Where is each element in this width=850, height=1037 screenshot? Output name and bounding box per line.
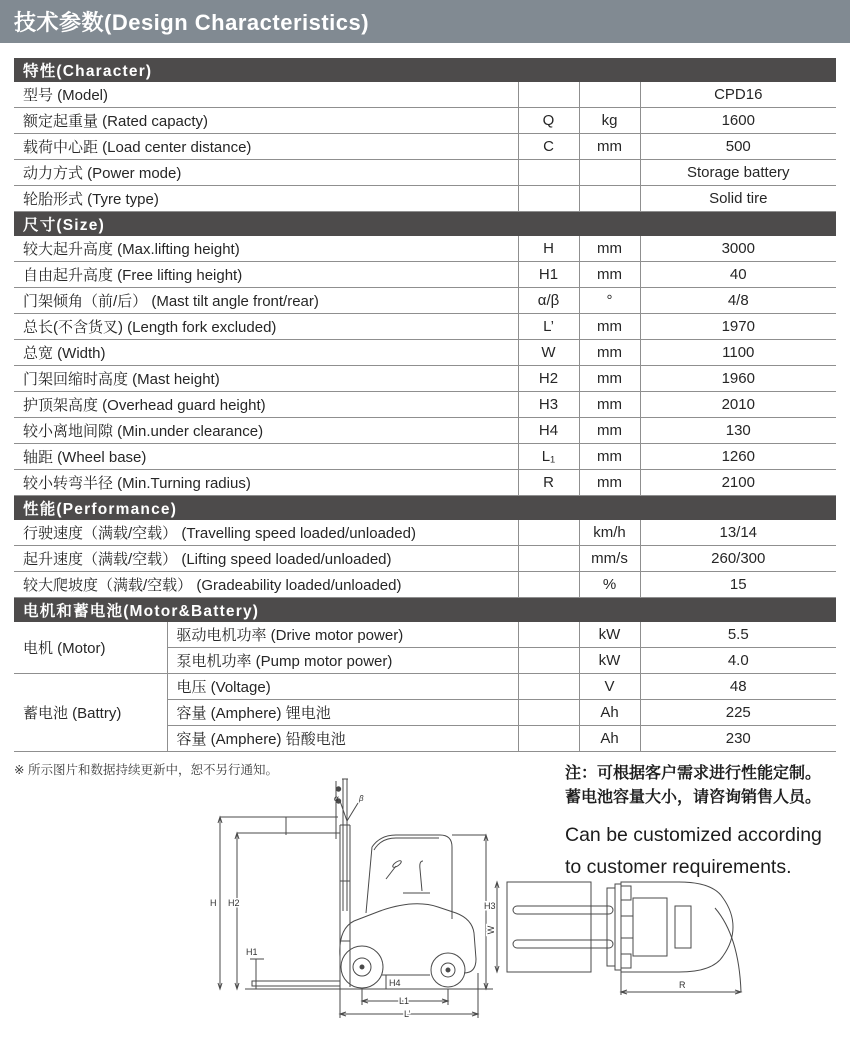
spec-value-cell: 1260: [640, 444, 836, 470]
spec-symbol-cell: H4: [518, 418, 579, 444]
spec-label-cell: 较大起升高度 (Max.lifting height): [14, 236, 518, 262]
spec-row: [14, 470, 836, 496]
forklift-top-view-diagram: [483, 864, 755, 1016]
dim-label-l1: L1: [399, 996, 410, 1006]
spec-label-cell: 起升速度（满载/空载） (Lifting speed loaded/unloaded): [14, 546, 518, 572]
spec-symbol-cell: Q: [518, 108, 579, 134]
spec-label-cell: 总长(不含货叉) (Length fork excluded): [14, 314, 518, 340]
section-header-row: [14, 58, 836, 82]
spec-symbol-cell: L₁: [518, 444, 579, 470]
dim-label-h1: H1: [246, 947, 258, 957]
spec-symbol-cell: [518, 546, 579, 572]
spec-value-cell: 225: [640, 700, 836, 726]
page-title: 技术参数(Design Characteristics): [14, 10, 370, 35]
spec-label-cell: 电压 (Voltage): [167, 674, 518, 700]
group-label-cell: 电机 (Motor): [14, 622, 167, 674]
spec-value-cell: 500: [640, 134, 836, 160]
spec-value-cell: 5.5: [640, 622, 836, 648]
spec-value-cell: 1970: [640, 314, 836, 340]
spec-table: [14, 58, 836, 752]
spec-value-cell: 4.0: [640, 648, 836, 674]
spec-unit-cell: kg: [579, 108, 640, 134]
spec-unit-cell: kW: [579, 648, 640, 674]
spec-unit-cell: mm: [579, 134, 640, 160]
dim-label-h: H: [210, 898, 217, 908]
dim-label-w: W: [486, 925, 496, 935]
update-disclaimer-note: ※ 所示图片和数据持续更新中，恕不另行通知。: [14, 763, 278, 777]
spec-row: [14, 186, 836, 212]
spec-label-cell: 总宽 (Width): [14, 340, 518, 366]
spec-symbol-cell: [518, 186, 579, 212]
spec-unit-cell: V: [579, 674, 640, 700]
spec-unit-cell: [579, 160, 640, 186]
dim-label-h2: H2: [228, 898, 240, 908]
spec-symbol-cell: L’: [518, 314, 579, 340]
spec-row: [14, 366, 836, 392]
spec-value-cell: 130: [640, 418, 836, 444]
spec-symbol-cell: H: [518, 236, 579, 262]
spec-label-cell: 门架回缩时高度 (Mast height): [14, 366, 518, 392]
spec-label-cell: 较小转弯半径 (Min.Turning radius): [14, 470, 518, 496]
spec-value-cell: CPD16: [640, 82, 836, 108]
spec-row: [14, 134, 836, 160]
spec-label-cell: 额定起重量 (Rated capacty): [14, 108, 518, 134]
spec-row: [14, 546, 836, 572]
spec-value-cell: 1100: [640, 340, 836, 366]
spec-value-cell: 3000: [640, 236, 836, 262]
spec-symbol-cell: α/β: [518, 288, 579, 314]
spec-value-cell: 1960: [640, 366, 836, 392]
spec-label-cell: 轮胎形式 (Tyre type): [14, 186, 518, 212]
group-label-cell: 蓄电池 (Battry): [14, 674, 167, 752]
spec-unit-cell: [579, 186, 640, 212]
spec-symbol-cell: W: [518, 340, 579, 366]
dim-label-h4: H4: [389, 978, 401, 988]
spec-label-cell: 容量 (Amphere) 铅酸电池: [167, 726, 518, 752]
spec-value-cell: 230: [640, 726, 836, 752]
section-header-row: [14, 598, 836, 623]
spec-label-cell: 泵电机功率 (Pump motor power): [167, 648, 518, 674]
spec-row: [14, 108, 836, 134]
spec-value-cell: 1600: [640, 108, 836, 134]
spec-unit-cell: kW: [579, 622, 640, 648]
spec-symbol-cell: H3: [518, 392, 579, 418]
spec-label-cell: 较大爬坡度（满载/空载） (Gradeability loaded/unloaded): [14, 572, 518, 598]
spec-unit-cell: mm: [579, 236, 640, 262]
spec-unit-cell: mm: [579, 470, 640, 496]
spec-row: [14, 622, 836, 648]
section-header: 电机和蓄电池(Motor&Battery): [14, 598, 836, 623]
spec-unit-cell: mm: [579, 340, 640, 366]
spec-value-cell: 2100: [640, 470, 836, 496]
spec-value-cell: 48: [640, 674, 836, 700]
spec-row: [14, 572, 836, 598]
dim-label-l-prime: L’: [404, 1009, 411, 1019]
spec-row: [14, 418, 836, 444]
spec-row: [14, 392, 836, 418]
spec-value-cell: Solid tire: [640, 186, 836, 212]
spec-unit-cell: km/h: [579, 520, 640, 546]
section-header: 尺寸(Size): [14, 212, 836, 237]
cn-note-line1: 注：可根据客户需求进行性能定制。: [565, 765, 822, 782]
spec-value-cell: 2010: [640, 392, 836, 418]
spec-symbol-cell: [518, 648, 579, 674]
spec-row: [14, 82, 836, 108]
spec-row: [14, 520, 836, 546]
spec-unit-cell: mm: [579, 314, 640, 340]
spec-label-cell: 较小离地间隙 (Min.under clearance): [14, 418, 518, 444]
dim-label-beta: β: [359, 794, 364, 803]
dim-label-r: R: [679, 980, 686, 990]
spec-value-cell: 40: [640, 262, 836, 288]
spec-symbol-cell: [518, 520, 579, 546]
spec-unit-cell: mm: [579, 444, 640, 470]
spec-row: [14, 444, 836, 470]
spec-label-cell: 护顶架高度 (Overhead guard height): [14, 392, 518, 418]
spec-row: [14, 288, 836, 314]
spec-symbol-cell: R: [518, 470, 579, 496]
dim-label-alpha: α: [334, 794, 339, 803]
spec-symbol-cell: [518, 82, 579, 108]
spec-unit-cell: [579, 82, 640, 108]
spec-symbol-cell: [518, 726, 579, 752]
spec-row: [14, 160, 836, 186]
en-note-line1: Can be customized according: [565, 824, 822, 846]
spec-table-body: [14, 58, 836, 752]
footer-area: [0, 752, 850, 1033]
spec-value-cell: 260/300: [640, 546, 836, 572]
spec-unit-cell: Ah: [579, 726, 640, 752]
section-header-row: [14, 496, 836, 521]
spec-label-cell: 容量 (Amphere) 锂电池: [167, 700, 518, 726]
spec-label-cell: 门架倾角（前/后） (Mast tilt angle front/rear): [14, 288, 518, 314]
dim-label-h3: H3: [484, 901, 496, 911]
spec-unit-cell: °: [579, 288, 640, 314]
spec-symbol-cell: C: [518, 134, 579, 160]
spec-unit-cell: mm: [579, 392, 640, 418]
spec-symbol-cell: [518, 700, 579, 726]
spec-symbol-cell: H2: [518, 366, 579, 392]
spec-label-cell: 型号 (Model): [14, 82, 518, 108]
spec-symbol-cell: [518, 622, 579, 648]
spec-label-cell: 自由起升高度 (Free lifting height): [14, 262, 518, 288]
spec-unit-cell: Ah: [579, 700, 640, 726]
spec-symbol-cell: H1: [518, 262, 579, 288]
spec-label-cell: 载荷中心距 (Load center distance): [14, 134, 518, 160]
spec-symbol-cell: [518, 674, 579, 700]
spec-unit-cell: mm: [579, 366, 640, 392]
spec-unit-cell: %: [579, 572, 640, 598]
spec-value-cell: 15: [640, 572, 836, 598]
spec-unit-cell: mm: [579, 418, 640, 444]
section-header: 性能(Performance): [14, 496, 836, 521]
cn-note-line2: 蓄电池容量大小，请咨询销售人员。: [565, 789, 822, 806]
spec-value-cell: 13/14: [640, 520, 836, 546]
page-banner: [0, 0, 850, 43]
section-header-row: [14, 212, 836, 237]
section-header: 特性(Character): [14, 58, 836, 82]
spec-unit-cell: mm/s: [579, 546, 640, 572]
spec-row: [14, 674, 836, 700]
spec-value-cell: 4/8: [640, 288, 836, 314]
spec-label-cell: 轴距 (Wheel base): [14, 444, 518, 470]
spec-row: [14, 314, 836, 340]
spec-row: [14, 262, 836, 288]
spec-label-cell: 驱动电机功率 (Drive motor power): [167, 622, 518, 648]
spec-symbol-cell: [518, 572, 579, 598]
spec-symbol-cell: [518, 160, 579, 186]
forklift-side-view-diagram: [190, 760, 500, 1022]
spec-label-cell: 行驶速度（满载/空载） (Travelling speed loaded/unloaded): [14, 520, 518, 546]
en-note-line2: to customer requirements.: [565, 856, 792, 878]
spec-row: [14, 236, 836, 262]
spec-label-cell: 动力方式 (Power mode): [14, 160, 518, 186]
spec-value-cell: Storage battery: [640, 160, 836, 186]
spec-unit-cell: mm: [579, 262, 640, 288]
spec-row: [14, 340, 836, 366]
